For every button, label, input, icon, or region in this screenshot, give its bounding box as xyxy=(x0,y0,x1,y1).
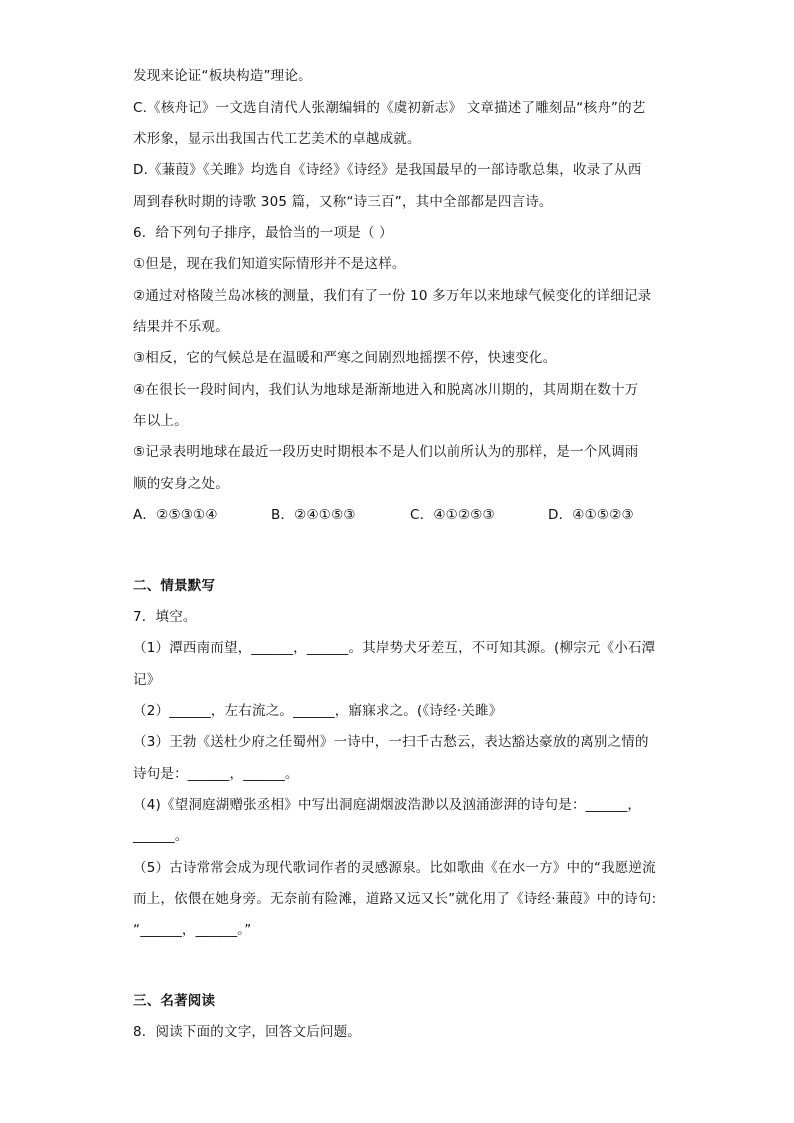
q7-part-5-line3: “______，______。” xyxy=(133,922,252,938)
q6-option-d: D．④①⑤②③ xyxy=(548,507,634,523)
q7-part-4-line2: ______。 xyxy=(133,828,189,844)
section-3-title: 三、名著阅读 xyxy=(133,993,216,1009)
q6-option-b: B．②④①⑤③ xyxy=(271,507,356,523)
q6-sentence-4-line1: ④在很长一段时间内，我们认为地球是渐渐地进入和脱离冰川期的，其周期在数十万 xyxy=(133,382,639,398)
q6-sentence-4-line2: 年以上。 xyxy=(133,413,188,429)
q5-option-c-line1: C.《核舟记》一文选自清代人张潮编辑的《虞初新志》 文章描述了雕刻品“核舟”的艺 xyxy=(133,100,646,116)
q6-option-c: C．④①②⑤③ xyxy=(410,507,495,523)
q7-part-3-line1: （3）王勃《送杜少府之任蜀州》一诗中，一扫千古愁云，表达豁达豪放的离别之情的 xyxy=(133,734,649,750)
q6-options xyxy=(133,505,673,525)
q7-part-1-line1: （1）潭西南而望，______，______。其岸势犬牙差互，不可知其源。(柳宗元《小石潭 xyxy=(133,640,656,656)
q7-part-5-line2: 而上，依偎在她身旁。无奈前有险滩，道路又远又长”就化用了《诗经·蒹葭》中的诗句: xyxy=(133,891,657,907)
q7-part-1-line2: 记》 xyxy=(133,672,161,688)
q6-option-a: A．②⑤③①④ xyxy=(133,507,218,523)
q6-sentence-2-line2: 结果并不乐观。 xyxy=(133,319,229,335)
q5-option-d-line1: D.《蒹葭》《关雎》均选自《诗经》《诗经》是我国最早的一部诗歌总集，收录了从西 xyxy=(133,162,642,178)
q7-part-3-line2: 诗句是：______，______。 xyxy=(133,766,299,782)
q6-sentence-1: ①但是，现在我们知道实际情形并不是这样。 xyxy=(133,256,406,272)
q7-part-5-line1: （5）古诗常常会成为现代歌词作者的灵感源泉。比如歌曲《在水一方》中的“我愿逆流 xyxy=(133,860,656,876)
q7-part-2: （2）______，左右流之。______，寤寐求之。(《诗经·关雎》 xyxy=(133,703,503,719)
q7-part-4-line1: （4)《望洞庭湖赠张丞相》中写出洞庭湖烟波浩渺以及汹涌澎湃的诗句是：______， xyxy=(133,797,642,813)
section-2-title: 二、情景默写 xyxy=(133,578,216,594)
q6-sentence-2-line1: ②通过对格陵兰岛冰核的测量，我们有了一份 10 多万年以来地球气候变化的详细记录 xyxy=(133,288,652,304)
q6-stem: 6．给下列句子排序，最恰当的一项是（ ） xyxy=(133,225,393,241)
q6-sentence-5-line1: ⑤记录表明地球在最近一段历史时期根本不是人们以前所认为的那样，是一个风调雨 xyxy=(133,444,639,460)
q6-sentence-3: ③相反，它的气候总是在温暖和严寒之间剧烈地摇摆不停，快速变化。 xyxy=(133,350,557,366)
q8-stem: 8．阅读下面的文字，回答文后问题。 xyxy=(133,1024,361,1040)
q5-option-c-line2: 术形象，显示出我国古代工艺美术的卓越成就。 xyxy=(133,131,421,147)
q7-stem: 7．填空。 xyxy=(133,609,197,625)
q6-sentence-5-line2: 顺的安身之处。 xyxy=(133,476,229,492)
q5-option-d-line2: 周到春秋时期的诗歌 305 篇，又称“诗三百”，其中全部都是四言诗。 xyxy=(133,194,553,210)
q5-option-b-continuation: 发现来论证“板块构造”理论。 xyxy=(133,68,312,84)
